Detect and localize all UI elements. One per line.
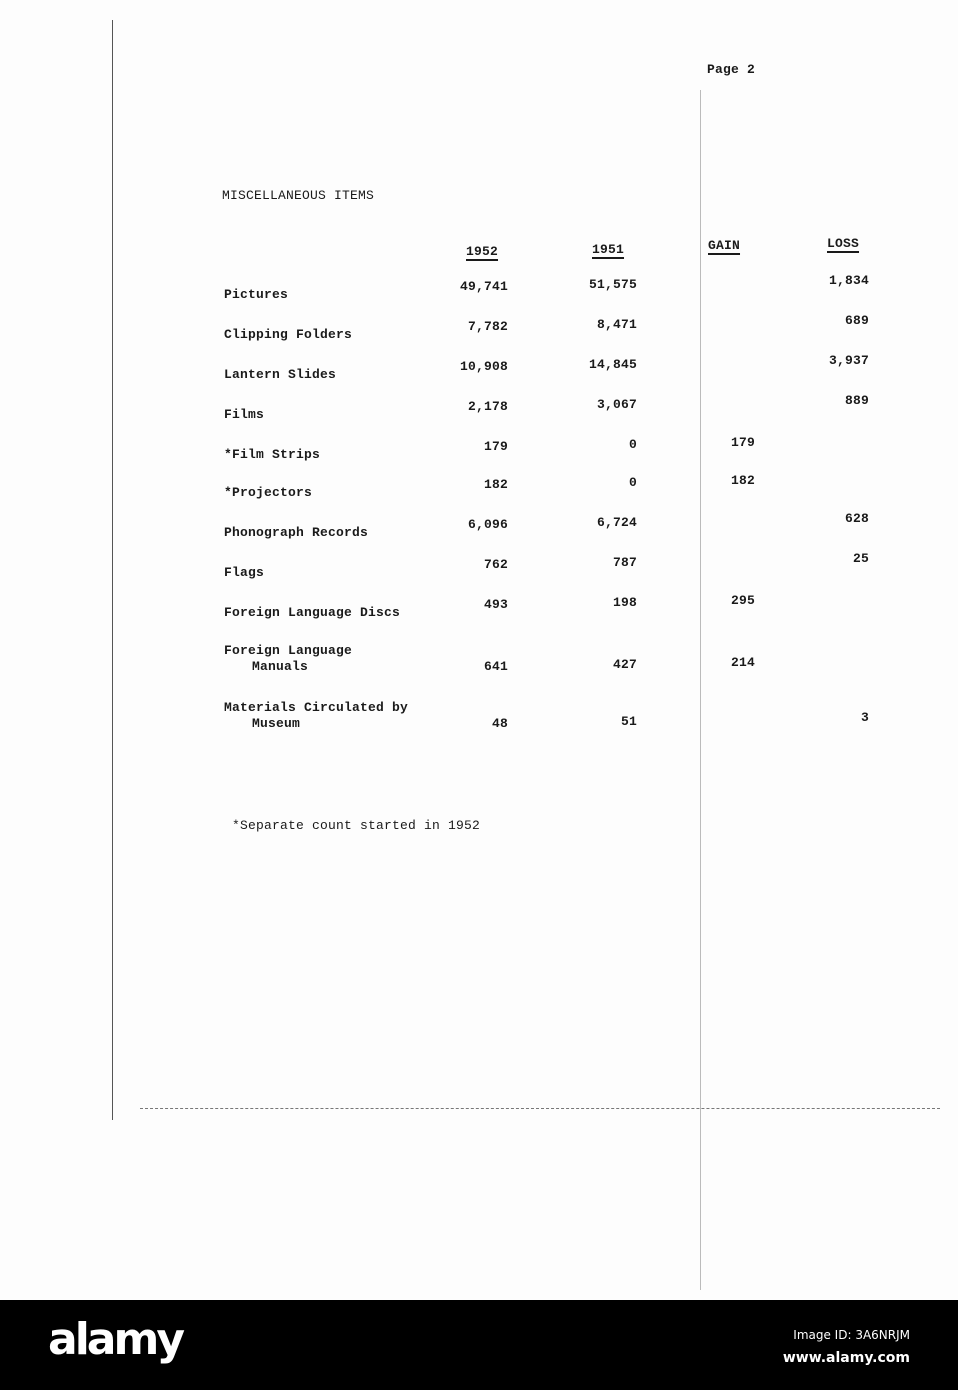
cell-1951: 51	[620, 714, 637, 729]
column-header-gain: GAIN	[708, 238, 741, 253]
cell-gain: 295	[730, 593, 755, 608]
cell-1952: 493	[483, 597, 508, 612]
cell-1952: 179	[483, 439, 508, 454]
row-label: Flags	[224, 565, 265, 580]
cell-loss: 889	[844, 393, 869, 408]
image-id: Image ID: 3A6NRJM	[793, 1328, 910, 1342]
footnote: *Separate count started in 1952	[232, 818, 481, 833]
cell-1952: 182	[483, 477, 508, 492]
cell-loss: 3,937	[828, 353, 869, 368]
alamy-logo: alamy	[48, 1314, 182, 1365]
cell-1952: 762	[483, 557, 508, 572]
site-url: www.alamy.com	[782, 1350, 910, 1366]
cell-gain: 214	[730, 655, 755, 670]
row-label-line2	[224, 716, 300, 731]
row-label: Phonograph Records	[224, 525, 369, 540]
cell-1951: 6,724	[596, 515, 637, 530]
watermark-bar	[0, 1300, 958, 1390]
column-divider-line	[700, 90, 701, 1290]
cell-1951: 427	[612, 657, 637, 672]
cell-gain: 182	[730, 473, 755, 488]
cell-1951: 8,471	[596, 317, 637, 332]
column-header-loss: LOSS	[827, 236, 860, 251]
cell-1951: 14,845	[588, 357, 637, 372]
dashed-rule	[140, 1108, 940, 1109]
row-label: Materials Circulated by	[224, 700, 409, 715]
cell-1952: 2,178	[467, 399, 508, 414]
cell-1951: 787	[612, 555, 637, 570]
cell-gain: 179	[730, 435, 755, 450]
cell-1951: 0	[628, 437, 637, 452]
cell-loss: 689	[844, 313, 869, 328]
cell-1952: 48	[491, 716, 508, 731]
cell-1951: 198	[612, 595, 637, 610]
cell-1951: 3,067	[596, 397, 637, 412]
row-label-continuation: Manuals	[252, 659, 309, 674]
cell-loss: 25	[852, 551, 869, 566]
cell-1952: 7,782	[467, 319, 508, 334]
cell-1952: 49,741	[459, 279, 508, 294]
column-header-1952: 1952	[466, 244, 499, 259]
page-number: Page 2	[707, 62, 756, 77]
row-label: *Projectors	[224, 485, 313, 500]
row-label: Foreign Language Discs	[224, 605, 401, 620]
cell-loss: 1,834	[828, 273, 869, 288]
column-header-1951: 1951	[592, 242, 625, 257]
row-label: Foreign Language	[224, 643, 353, 658]
row-label: Films	[224, 407, 265, 422]
cell-1952: 6,096	[467, 517, 508, 532]
row-label-continuation: Museum	[252, 716, 301, 731]
cell-1951: 0	[628, 475, 637, 490]
row-label: Lantern Slides	[224, 367, 337, 382]
cell-loss: 628	[844, 511, 869, 526]
section-title: MISCELLANEOUS ITEMS	[222, 188, 375, 203]
row-label: *Film Strips	[224, 447, 321, 462]
cell-1952: 641	[483, 659, 508, 674]
left-margin-line	[112, 20, 113, 1120]
cell-1951: 51,575	[588, 277, 637, 292]
cell-loss: 3	[860, 710, 869, 725]
row-label: Pictures	[224, 287, 289, 302]
cell-1952: 10,908	[459, 359, 508, 374]
row-label: Clipping Folders	[224, 327, 353, 342]
row-label-line2	[224, 659, 308, 674]
